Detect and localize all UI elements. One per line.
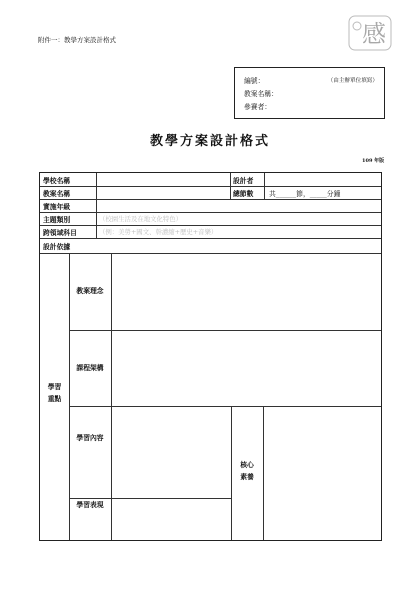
learning-content-label: 學習內容 xyxy=(76,434,104,442)
learning-focus-label: 學習 重點 xyxy=(47,383,62,403)
number-note: （由主辦單位填寫） xyxy=(327,78,378,84)
plan-name-label: 教案名稱： xyxy=(244,90,278,98)
design-basis-label: 設計依據 xyxy=(43,243,71,251)
annex-label: 附件一：教學方案設計格式 xyxy=(38,36,116,44)
core-literacy-label: 核心 素養 xyxy=(240,461,254,481)
page-title: 教學方案設計格式 xyxy=(149,134,270,149)
school-name-label: 學校名稱 xyxy=(43,177,71,185)
edition-label: 109 年版 xyxy=(362,158,385,164)
info-box xyxy=(234,67,385,119)
theme-hint: （校園生活及在地文化特色） xyxy=(99,215,183,223)
grade-label: 實施年級 xyxy=(43,203,71,211)
svg-text:感: 感 xyxy=(362,20,386,48)
sessions-value: 共______節，_____分鐘 xyxy=(269,190,341,198)
structure-label: 課程架構 xyxy=(76,364,104,372)
subjects-hint: （例：美勞+國文、幹濃縮+歷史+音樂） xyxy=(99,228,218,236)
concept-label: 教案理念 xyxy=(76,287,104,295)
plan-name-row-label: 教案名稱 xyxy=(43,190,71,198)
theme-label: 主題類別 xyxy=(43,216,71,224)
contest-logo xyxy=(347,12,393,54)
total-sessions-label: 總節數 xyxy=(233,190,254,198)
learning-performance-label: 學習表現 xyxy=(76,501,104,509)
number-label: 編號： xyxy=(244,77,265,85)
lesson-plan-table xyxy=(39,172,382,541)
entrant-label: 參賽者： xyxy=(244,103,272,111)
subjects-label: 跨領域科目 xyxy=(43,229,77,237)
designer-label: 設計者 xyxy=(233,177,254,185)
